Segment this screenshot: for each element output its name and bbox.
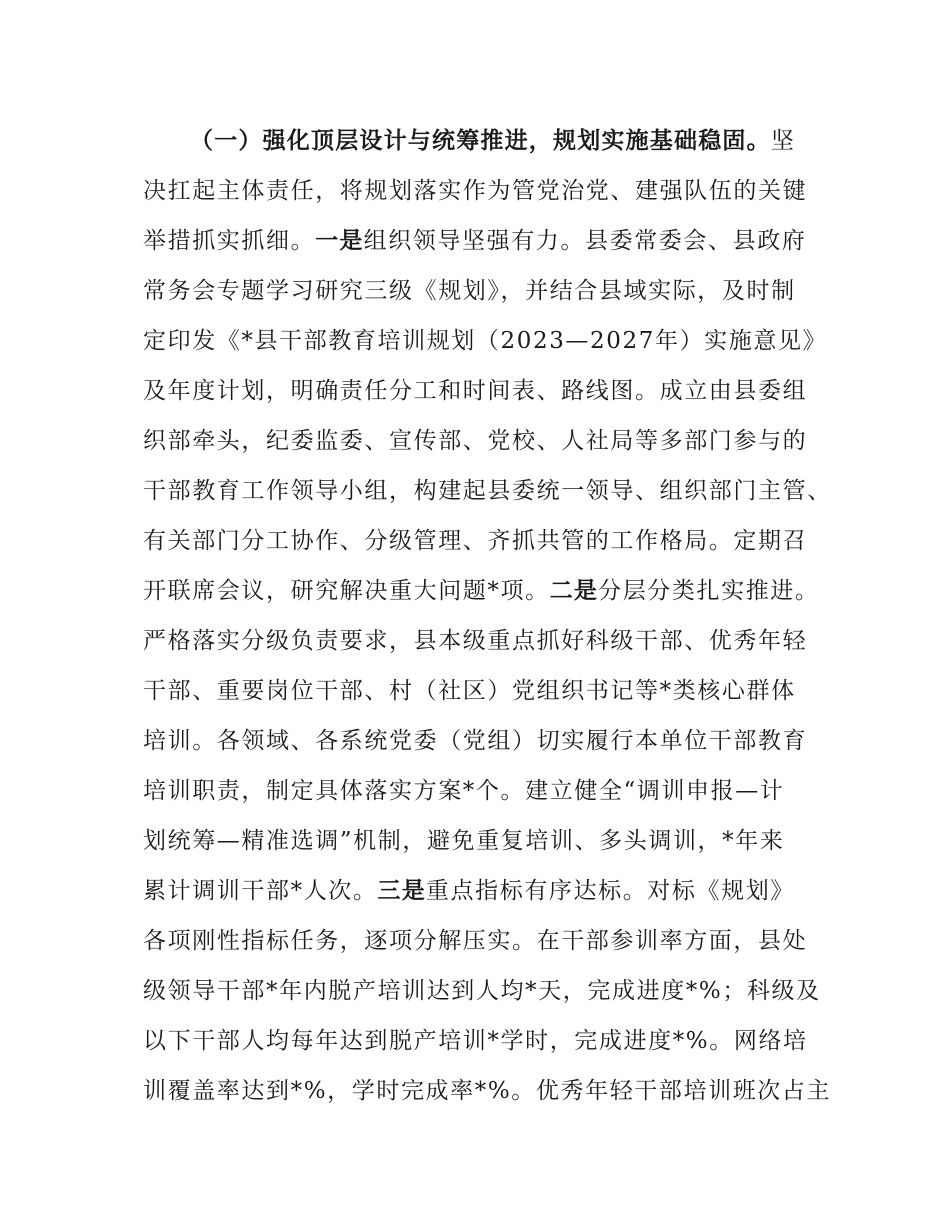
- text-line-3: [143, 226, 806, 256]
- text-run: 培训。各领域、各系统党委（党组）切实履行本单位干部教育: [143, 728, 808, 754]
- text-line-12: [143, 676, 796, 706]
- text-run: 严格落实分级负责要求，县本级重点抓好科级干部、优秀年轻: [143, 628, 808, 654]
- text-run: 决扛起主体责任，将规划落实作为管党治党、建强队伍的关键: [143, 178, 808, 204]
- point-label-1: 一是: [315, 228, 364, 254]
- text-line-13: [143, 726, 807, 756]
- text-line-18: [143, 976, 821, 1006]
- text-line-2: [143, 176, 807, 206]
- text-run: 培训职责，制定具体落实方案*个。建立健全“调训申报—计: [143, 778, 785, 804]
- text-run: 常务会专题学习研究三级《规划》，并结合县域实际，及时制: [143, 278, 796, 304]
- text-run: 以下干部人均每年达到脱产培训*学时，完成进度*%。网络培: [143, 1028, 808, 1054]
- text-line-6: [143, 376, 807, 406]
- text-run: 干部、重要岗位干部、村（社区）党组织书记等*类核心群体: [143, 678, 796, 704]
- text-run: 定印发《*县干部教育培训规划（2023—2027年）实施意见》: [143, 328, 828, 354]
- text-run: 划统筹—精准选调”机制，避免重复培训、多头调训，*年来: [143, 828, 785, 854]
- text-line-15: [143, 826, 784, 856]
- text-line-14: [143, 776, 784, 806]
- text-run: 级领导干部*年内脱产培训达到人均*天，完成进度*%；科级及: [143, 978, 821, 1004]
- text-line-10: [143, 576, 820, 606]
- text-run: 举措抓实抓细。: [143, 228, 316, 254]
- text-line-8: [143, 476, 832, 506]
- text-line-16: [143, 876, 795, 906]
- point-label-2: 二是: [549, 578, 599, 604]
- text-line-19: [143, 1026, 808, 1056]
- text-run: 各项刚性指标任务，逐项分解压实。在干部参训率方面，县处: [143, 928, 808, 954]
- text-line-1: [190, 126, 795, 156]
- point-label-3: 三是: [377, 878, 426, 904]
- text-run: 分层分类扎实推进。: [598, 578, 820, 604]
- text-line-9: [143, 526, 807, 556]
- text-line-11: [143, 626, 807, 656]
- text-run: 累计调训干部*人次。: [143, 878, 378, 904]
- text-line-7: [143, 426, 807, 456]
- text-line-20: [143, 1076, 831, 1106]
- text-run: 训覆盖率达到*%，学时完成率*%。优秀年轻干部培训班次占主: [143, 1078, 832, 1104]
- text-run: 有关部门分工协作、分级管理、齐抓共管的工作格局。定期召: [143, 528, 808, 554]
- text-run: 重点指标有序达标。对标《规划》: [425, 878, 795, 904]
- text-run: 干部教育工作领导小组，构建起县委统一领导、组织部门主管、: [143, 478, 832, 504]
- text-run: 组织领导坚强有力。县委常委会、县政府: [363, 228, 807, 254]
- text-line-4: [143, 276, 796, 306]
- text-run: 坚: [770, 128, 796, 154]
- text-line-17: [143, 926, 807, 956]
- text-run: 及年度计划，明确责任分工和时间表、路线图。成立由县委组: [143, 378, 808, 404]
- text-run: 织部牵头，纪委监委、宣传部、党校、人社局等多部门参与的: [143, 428, 808, 454]
- text-run: 开联席会议，研究解决重大问题*项。: [143, 578, 550, 604]
- section-heading: （一）强化顶层设计与统筹推进，规划实施基础稳固。: [190, 128, 771, 154]
- text-line-5: [143, 326, 827, 356]
